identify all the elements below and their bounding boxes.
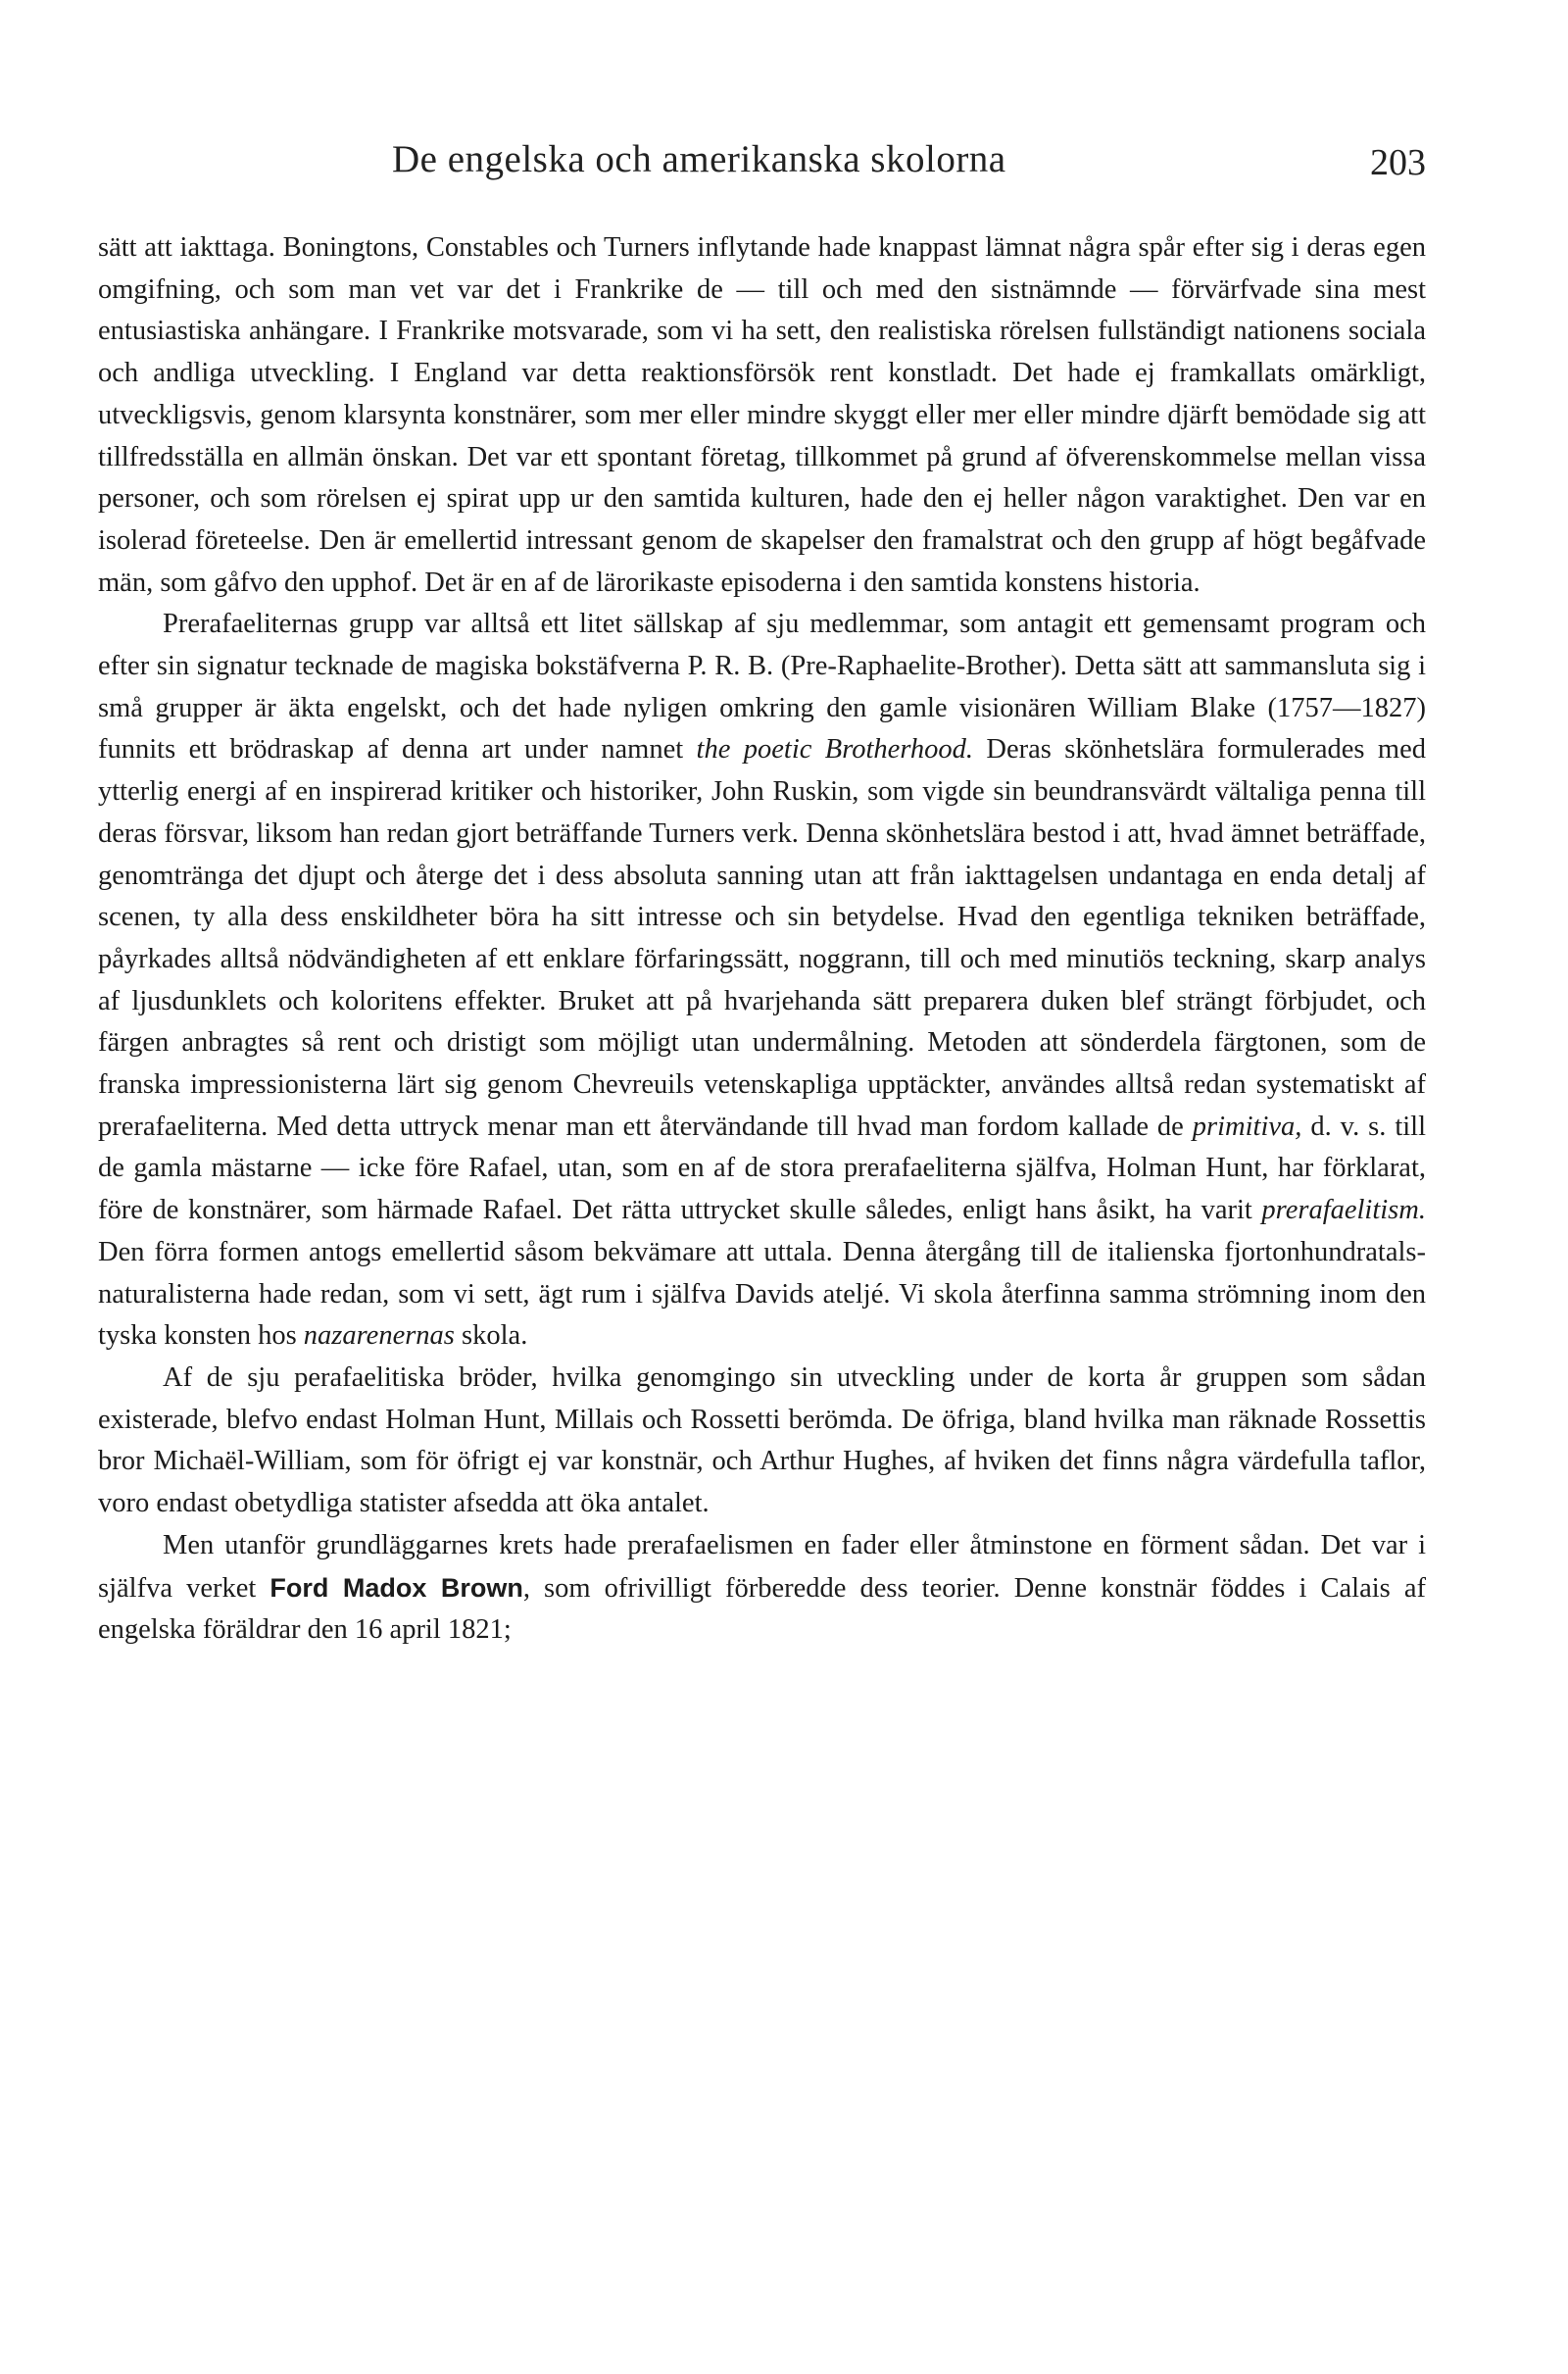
text-segment: sätt att iakttaga. Boningtons, Constables och Turners inflytande hade knappast lämnat några spår efter sig i deras egen omgifning, och som man vet var det i Frankrike de — till och med den sistnämnde — förvärfvade sina mest entusiastiska anhängare. I Frankrike motsvarade, som vi ha sett, den realistiska rörelsen fullständigt nationens sociala och andliga utveckling. I England var detta reaktionsförsök rent konstladt. Det hade ej framkallats omärkligt, utveckligsvis, genom klarsynta konstnärer, som mer eller mindre skyggt eller mer eller mindre djärft bemödade sig att tillfredsställa en allmän önskan. Det var ett spontant företag, tillkommet på grund af öfverenskommelse mellan vissa personer, och som rörelsen ej spirat upp ur den samtida kulturen, hade den ej heller någon varaktighet. Den var en isolerad företeelse. Den är emellertid intressant genom de skapelser den framalstrat och den grupp af högt begåfvade män, som gåfvo den upphof. Det är en af de lärorikaste episoderna i den samtida konstens historia. [98,232,1426,598]
paragraph [98,1358,1426,1525]
text-segment: Den förra formen antogs emellertid såsom bekvämare att uttala. Denna återgång till de italienska fjortonhundratals-naturalisterna hade redan, som vi sett, ägt rum i själfva Davids ateljé. Vi skola återfinna samma strömning inom den tyska konsten hos [98,1236,1426,1352]
emphasized-name: Ford Madox Brown [270,1572,523,1603]
italic-text: prerafaelitism. [1261,1195,1426,1226]
text-segment: skola. [454,1320,528,1352]
text-segment: Af de sju perafaelitiska bröder, hvilka genomgingo sin utveckling under de korta år gruppen som sådan existerade, blefvo endast Holman Hunt, Millais och Rossetti berömda. De öfriga, bland hvilka man räknade Rossettis bror Michaël-William, som för öfrigt ej var konstnär, och Arthur Hughes, af hviken det finns några värdefulla taflor, voro endast obetydliga statister afsedda att öka antalet. [98,1361,1426,1519]
text-segment: , som ofrivilligt förberedde dess teorier. Denne konstnär föddes i Calais af engelska föräldrar den 16 april 1821; [98,1572,1426,1646]
body-text [98,227,1426,1652]
page-number: 203 [1370,142,1426,183]
italic-text: nazarenernas [303,1320,455,1352]
book-page [98,137,1426,1652]
paragraph [98,604,1426,1358]
running-head [98,137,1426,206]
italic-text: primitiva, [1192,1111,1302,1142]
italic-text: the poetic Brotherhood. [696,734,974,766]
text-segment: Deras skönhetslära formulerades med ytterlig energi af en inspirerad kritiker och historiker, John Ruskin, som vigde sin beundransvärdt vältaliga penna till deras försvar, liksom han redan gjort beträffande Turners verk. Denna skönhetslära bestod i att, hvad ämnet beträffade, genomtränga det djupt och återge det i dess absoluta sanning utan att från iakttagelsen undantaga en enda detalj af scenen, ty alla dess enskildheter böra ha sitt intresse och sin betydelse. Hvad den egentliga tekniken beträffade, påyrkades alltså nödvändigheten af ett enklare förfaringssätt, noggrann, till och med minutiös teckning, skarp analys af ljusdunklets och koloritens effekter. Bruket att på hvarjehanda sätt preparera duken blef strängt förbjudet, och färgen anbragtes så rent och dristigt som möjligt utan undermålning. Metoden att sönderdela färgtonen, som de franska impressionisterna lärt sig genom Chevreuils vetenskapliga upptäckter, användes alltså redan systematiskt af prerafaeliterna. Med detta uttryck menar man ett återvändande till hvad man fordom kallade de [98,734,1426,1142]
paragraph [98,1525,1426,1652]
paragraph [98,227,1426,604]
text-segment: Prerafaeliternas grupp var alltså ett litet sällskap af sju medlemmar, som antagit ett gemensamt program och efter sin signatur tecknade de magiska bokstäfverna P. R. B. (Pre-Raphaelite-Brother). Detta sätt att sammansluta sig i små grupper är äkta engelskt, och det hade nyligen omkring den gamle visionären William Blake (1757—1827) funnits ett brödraskap af denna art under namnet [98,609,1426,766]
text-segment: Men utanför grundläggarnes krets hade prerafaelismen en fader eller åtminstone en förment sådan. Det var i själfva verket [98,1529,1426,1604]
text-segment: d. v. s. till de gamla mästarne — icke före Rafael, utan, som en af de stora prerafaeliterna själfva, Holman Hunt, har förklarat, före de konstnärer, som härmade Rafael. Det rätta uttrycket skulle således, enligt hans åsikt, ha varit [98,1111,1426,1226]
running-title: De engelska och amerikanska skolorna [392,138,1006,180]
